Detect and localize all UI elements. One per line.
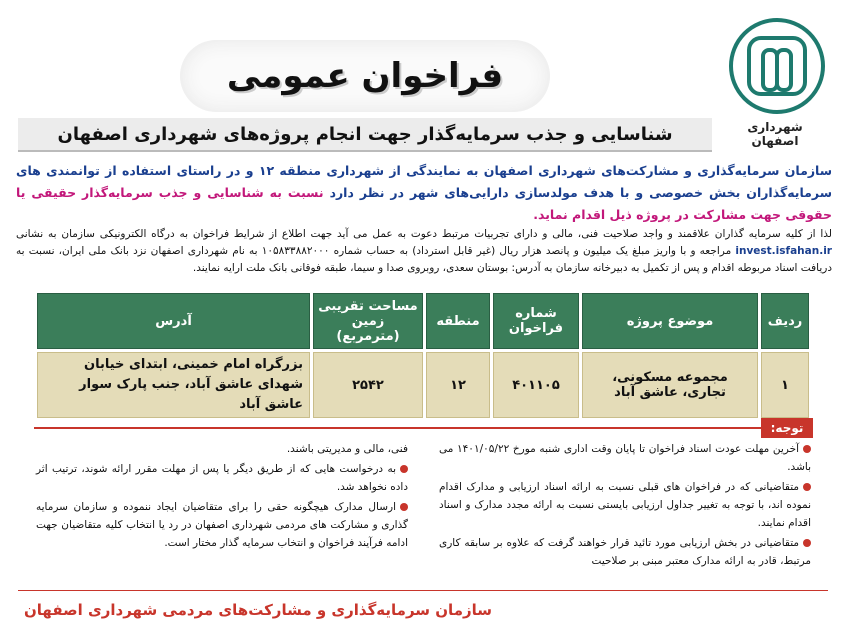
note-text: متقاضیانی که در فراخوان های قبلی نسبت به ارائه اسناد ارزیابی و مدارک اقدام نموده اند، با توجه به تغییر جداول ارزیابی بایستی نسبت به ارائه مجدد مدارک و اسناد اقدام نمایند.: [439, 481, 811, 529]
logo-caption: شهرداری اصفهان: [747, 120, 803, 148]
notes-right-column: [439, 440, 811, 572]
note-text: آخرین مهلت عودت اسناد فراخوان تا پایان وقت اداری شنبه مورخ ۱۴۰۱/۰۵/۲۲ می باشد.: [439, 443, 811, 473]
note-text: فنی، مالی و مدیریتی باشند.: [286, 443, 408, 455]
intro-part1: سازمان سرمایه‌گذاری و مشارکت‌های شهرداری اصفهان به نمایندگی از شهرداری منطقه ۱۲ و در راستای استفاده از توانمندی های سرمایه‌گذاران بخش خصوصی و با هدف مولدسازی دارایی‌های شهر در نظر دارد: [16, 163, 833, 200]
footer-divider: [18, 590, 828, 591]
note-text: به درخواست هایی که از طریق دیگر یا پس از مهلت مقرر ارائه شوند، ترتیب اثر داده نخواهد شد.: [36, 463, 408, 493]
cell-row-number: ۱: [761, 352, 809, 418]
note-text: ارسال مدارک هیچگونه حقی را برای متقاضیان ایجاد ننموده و سازمان سرمایه گذاری و مشارکت های مردمی شهرداری اصفهان در رد یا انتخاب کلیه متقاضیان جهت ادامه فرآیند فراخوان و انتخاب سرمایه گذار مختار است.: [36, 501, 408, 549]
cell-district: ۱۲: [426, 352, 490, 418]
header-row-number: ردیف: [761, 293, 809, 349]
note-item: [439, 440, 811, 476]
header-project-subject: موضوع پروژه: [582, 293, 758, 349]
cell-address: بزرگراه امام خمینی، ابتدای خیابان شهدای عاشق آباد، جنب پارک سوار عاشق آباد: [37, 352, 310, 418]
page-title: فراخوان عمومی: [180, 40, 550, 112]
bullet-icon: [400, 465, 408, 473]
cell-call-number: ۴۰۱۱۰۵: [493, 352, 579, 418]
intro-line4: مراجعه و با واریز مبلغ یک میلیون و پانصد هزار ریال (غیر قابل استرداد) به حساب شماره ۱۰۵۸۳۳۸۸۲۰۰۰ به نام شهرداری اصفهان نزد بانک ملی ایران، نسبت: [28, 245, 732, 257]
intro-line5: به دریافت اسناد مربوطه اقدام و پس از تکمیل به دبیرخانه سازمان به آدرس: بوستان سعدی، روبروی صدا و سیما، طبقه فوقانی بانک ملت ارایه نمایند.: [16, 245, 832, 274]
note-item: [439, 534, 811, 570]
page-subtitle: شناسایی و جذب سرمایه‌گذار جهت انجام پروژه‌های شهرداری اصفهان: [18, 118, 712, 152]
table-header-row: [37, 293, 809, 349]
bullet-icon: [400, 503, 408, 511]
header-address: آدرس: [37, 293, 310, 349]
intro-line3: لذا از کلیه سرمایه گذاران علاقمند و واجد صلاحیت فنی، مالی و دارای تجربیات مرتبط دعوت به عمل می آید جهت اطلاع از شرایط فراخوان به درگاه الکترونیکی سازمان به نشانی: [16, 228, 832, 240]
cell-area: ۲۵۴۲: [313, 352, 423, 418]
header-district: منطقه: [426, 293, 490, 349]
cell-project-subject: مجموعه مسکونی، تجاری، عاشق آباد: [582, 352, 758, 418]
header: [0, 0, 845, 160]
intro-paragraph: [16, 160, 832, 277]
notes-label: توجه:: [761, 418, 813, 438]
intro-part2: نسبت به شناسایی و جذب سرمایه‌گذار حقیقی یا حقوقی جهت مشارکت در پروژه ذیل اقدام نماید.: [16, 185, 832, 222]
header-area: مساحت تقریبی زمین (مترمربع): [313, 293, 423, 349]
bullet-icon: [803, 445, 811, 453]
table-row: [37, 352, 809, 418]
website-link[interactable]: invest.isfahan.ir: [735, 245, 832, 257]
bullet-icon: [803, 483, 811, 491]
header-call-number: شماره فراخوان: [493, 293, 579, 349]
projects-table: [34, 290, 812, 421]
note-item: [36, 460, 408, 496]
note-item: [36, 440, 408, 458]
note-item: [36, 498, 408, 552]
notes-divider: [34, 427, 764, 429]
bullet-icon: [803, 539, 811, 547]
note-text: متقاضیانی در بخش ارزیابی مورد تائید قرار خواهند گرفت که علاوه بر سابقه کاری مرتبط، قادر به ارائه مدارک معتبر مبنی بر صلاحیت: [439, 537, 811, 567]
notes-left-column: [36, 440, 408, 554]
note-item: [439, 478, 811, 532]
isfahan-municipality-logo-icon: [729, 18, 825, 114]
footer-org-name: سازمان سرمایه‌گذاری و مشارکت‌های مردمی شهرداری اصفهان: [24, 601, 492, 619]
intro-instructions: [16, 226, 832, 277]
